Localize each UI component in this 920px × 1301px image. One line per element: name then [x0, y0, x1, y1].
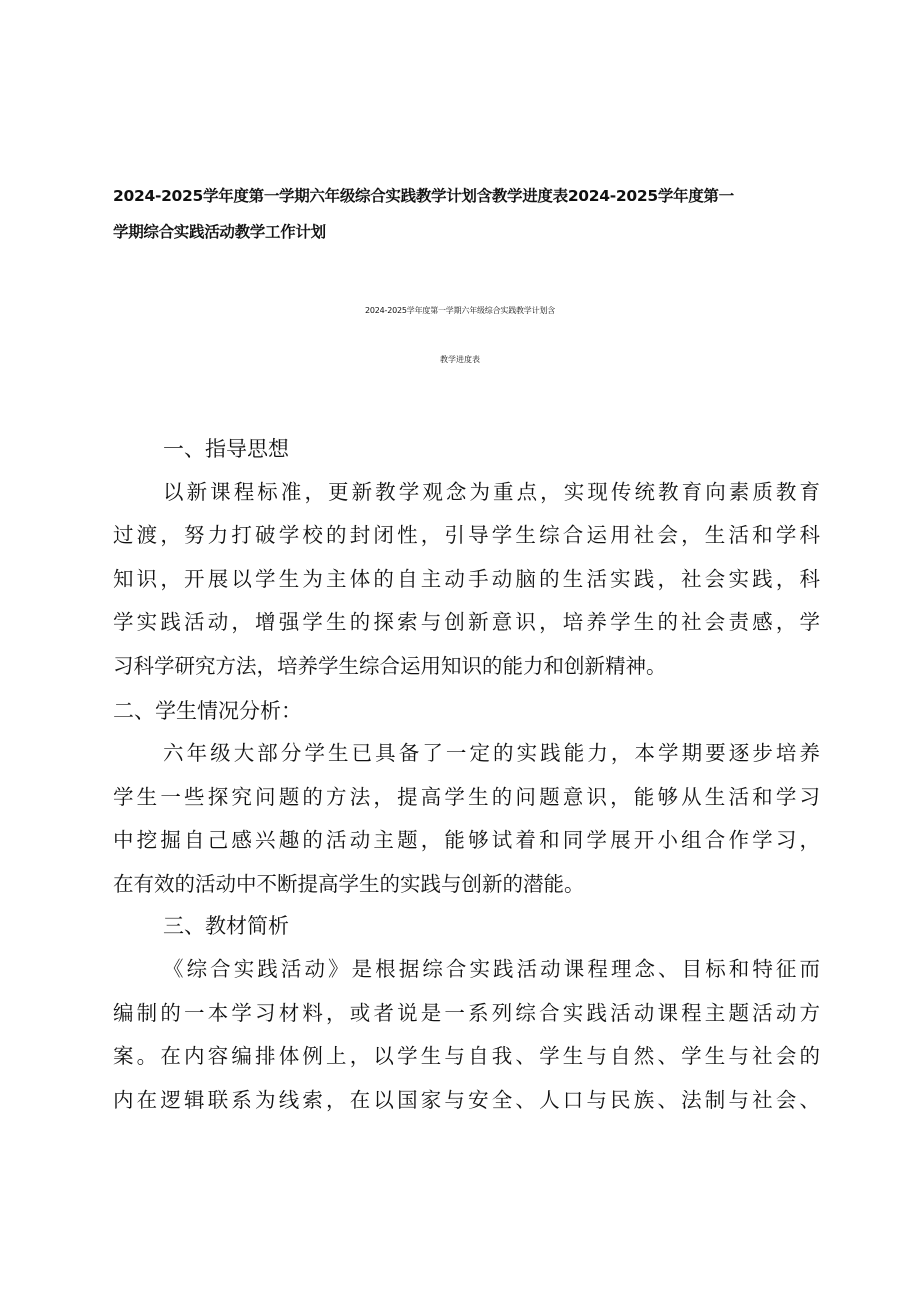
paragraph-line: 案。在内容编排体例上，以学生与自我、学生与自然、学生与社会的	[113, 1044, 820, 1068]
header-line-2: 学期综合实践活动教学工作计划	[113, 223, 326, 241]
paragraph-line: 习科学研究方法，培养学生综合运用知识的能力和创新精神。	[113, 654, 667, 678]
section-heading-textbook-analysis: 三、教材简析	[163, 914, 289, 938]
paragraph-line: 学实践活动，增强学生的探索与创新意识，培养学生的社会责感，学	[113, 610, 820, 634]
section-heading-student-analysis: 二、学生情况分析：	[113, 699, 302, 723]
paragraph-line: 学生一些探究问题的方法，提高学生的问题意识，能够从生活和学习	[113, 785, 820, 809]
header-line-1: 2024-2025学年度第一学期六年级综合实践教学计划含教学进度表2024-2025学年度第一	[113, 187, 734, 205]
paragraph-line: 过渡，努力打破学校的封闭性，引导学生综合运用社会，生活和学科	[113, 523, 820, 547]
document-title-line-1: 2024-2025学年度第一学期六年级综合实践教学计划含	[364, 306, 555, 315]
paragraph-line: 《综合实践活动》是根据综合实践活动课程理念、目标和特征而	[163, 957, 820, 981]
section-heading-guiding-ideology: 一、指导思想	[163, 437, 289, 461]
paragraph-line: 知识，开展以学生为主体的自主动手动脑的生活实践，社会实践，科	[113, 567, 820, 591]
paragraph-line: 六年级大部分学生已具备了一定的实践能力，本学期要逐步培养	[163, 741, 820, 765]
paragraph-line: 中挖掘自己感兴趣的活动主题，能够试着和同学展开小组合作学习，	[113, 828, 820, 852]
document-title-line-2: 教学进度表	[440, 355, 480, 364]
paragraph-line: 编制的一本学习材料，或者说是一系列综合实践活动课程主题活动方	[113, 1001, 820, 1025]
paragraph-line: 以新课程标准，更新教学观念为重点，实现传统教育向素质教育	[163, 480, 820, 504]
paragraph-line: 在有效的活动中不断提高学生的实践与创新的潜能。	[113, 872, 585, 896]
paragraph-line: 内在逻辑联系为线索，在以国家与安全、人口与民族、法制与社会、	[113, 1088, 820, 1112]
